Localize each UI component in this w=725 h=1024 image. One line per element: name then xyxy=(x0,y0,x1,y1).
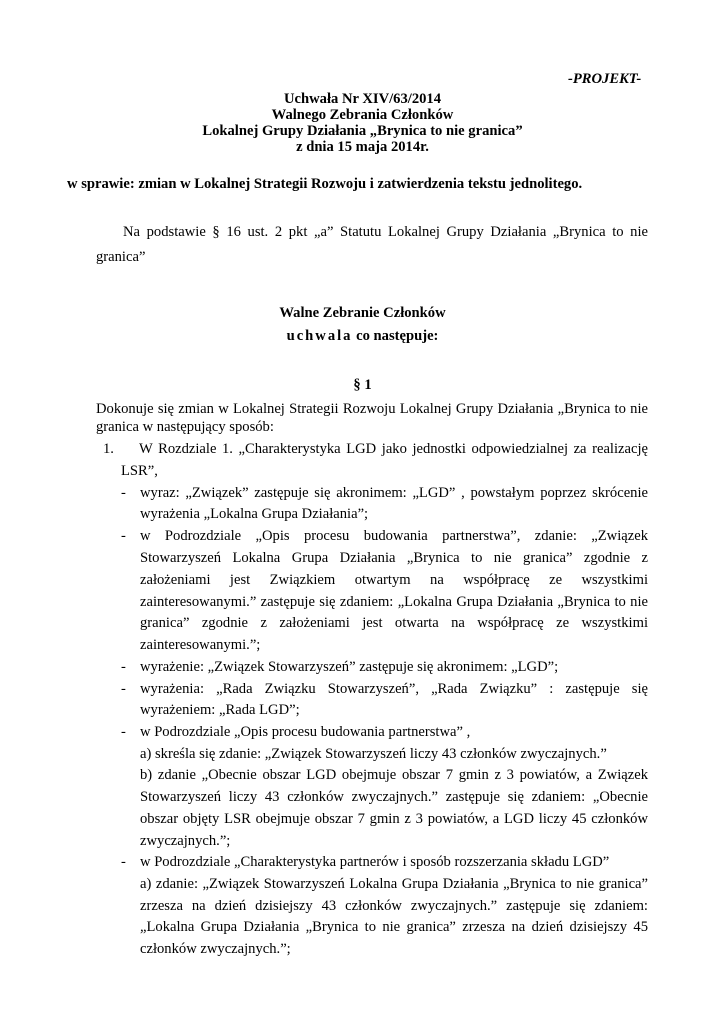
legal-basis-line-2: granica” xyxy=(96,249,146,265)
resolves-rest: co następuje: xyxy=(352,328,439,344)
bullet-line: obszar objęty LSR obejmuje obszar 7 gmin z 3 powiatów, a LGD liczy 45 członków xyxy=(140,811,648,827)
bullet-line: wyrażeniem: „Rada LGD”; xyxy=(140,702,300,718)
bullet-line: zwyczajnych.”; xyxy=(140,833,231,849)
resolution-organization: Lokalnej Grupy Działania „Brynica to nie granica” xyxy=(202,123,523,139)
bullet-line: zrzesza na dzień dzisiejszy 43 członków zwyczajnych.” zastępuje się zdaniem: xyxy=(140,898,648,914)
bullet-line: Stowarzyszeń Lokalna Grupa Działania „Brynica to nie granica” zgodnie z xyxy=(140,550,648,566)
list-number: 1. xyxy=(103,441,114,457)
resolution-number: Uchwała Nr XIV/63/2014 xyxy=(283,91,442,107)
bullet-line: zainteresowanymi.” zastępuje się zdaniem: „Lokalna Grupa Działania „Brynica to nie xyxy=(140,594,648,610)
bullet-line: b) zdanie „Obecnie obszar LGD obejmuje obszar 7 gmin z 3 powiatów, a Związek xyxy=(140,767,648,783)
section-intro-line-1: Dokonuje się zmian w Lokalnej Strategii Rozwoju Lokalnej Grupy Działania „Brynica to nie xyxy=(96,401,648,417)
resolution-body: Walnego Zebrania Członków xyxy=(271,107,454,123)
bullet-line: członków zwyczajnych.”; xyxy=(140,941,291,957)
bullet-line: wyrażenia: „Rada Związku Stowarzyszeń”, „Rada Związku” : zastępuje się xyxy=(140,681,648,697)
bullet-line: „Lokalna Grupa Działania „Brynica to nie granica” zrzesza na dzień dzisiejszy 45 xyxy=(140,919,648,935)
section-intro-line-2: granica w następujący sposób: xyxy=(96,419,274,435)
section-title: § 1 xyxy=(353,377,372,393)
legal-basis-line-1: Na podstawie § 16 ust. 2 pkt „a” Statutu Lokalnej Grupy Działania „Brynica to nie xyxy=(123,224,648,240)
bullet-line: wyraz: „Związek” zastępuje się akronimem: „LGD” , powstałym poprzez skrócenie xyxy=(140,485,648,501)
resolves-line xyxy=(0,327,725,345)
resolving-body: Walne Zebranie Członków xyxy=(279,305,446,321)
bullet-line: wyrażenie: „Związek Stowarzyszeń” zastępuje się akronimem: „LGD”; xyxy=(140,659,559,675)
resolves-word: uchwala xyxy=(286,328,353,344)
bullet-line: a) skreśla się zdanie: „Związek Stowarzyszeń liczy 43 członków zwyczajnych.” xyxy=(140,746,607,762)
bullet-dash: - xyxy=(121,485,126,501)
bullet-dash: - xyxy=(121,528,126,544)
bullet-dash: - xyxy=(121,724,126,740)
resolution-date: z dnia 15 maja 2014r. xyxy=(296,139,429,155)
bullet-line: Stowarzyszeń liczy 43 członków zwyczajnych.” zastępuje się zdaniem: „Obecnie xyxy=(140,789,648,805)
bullet-dash: - xyxy=(121,659,126,675)
bullet-line: w Podrozdziale „Opis procesu budowania partnerstwa” , xyxy=(140,724,471,740)
bullet-line: wyrażenia „Lokalna Grupa Działania”; xyxy=(140,506,369,522)
bullet-line: w Podrozdziale „Charakterystyka partnerów i sposób rozszerzania składu LGD” xyxy=(140,854,610,870)
bullet-dash: - xyxy=(121,854,126,870)
list-item-line-2: LSR”, xyxy=(121,463,158,479)
bullet-line: w Podrozdziale „Opis procesu budowania partnerstwa”, zdanie: „Związek xyxy=(140,528,648,544)
bullet-line: zainteresowanymi.”; xyxy=(140,637,261,653)
bullet-line: granica” zgodnie z założeniami jest otwarta na współpracę ze wszystkimi xyxy=(140,615,648,631)
list-item-line-1: W Rozdziale 1. „Charakterystyka LGD jako jednostki odpowiedzialnej za realizację xyxy=(139,441,648,457)
bullet-line: założeniami jest Związkiem otwartym na współpracę ze wszystkimi xyxy=(140,572,648,588)
bullet-dash: - xyxy=(121,681,126,697)
bullet-line: a) zdanie: „Związek Stowarzyszeń Lokalna Grupa Działania „Brynica to nie granica” xyxy=(140,876,648,892)
draft-label: -PROJEKT- xyxy=(568,71,642,87)
resolution-subject: w sprawie: zmian w Lokalnej Strategii Rozwoju i zatwierdzenia tekstu jednolitego. xyxy=(67,176,583,192)
